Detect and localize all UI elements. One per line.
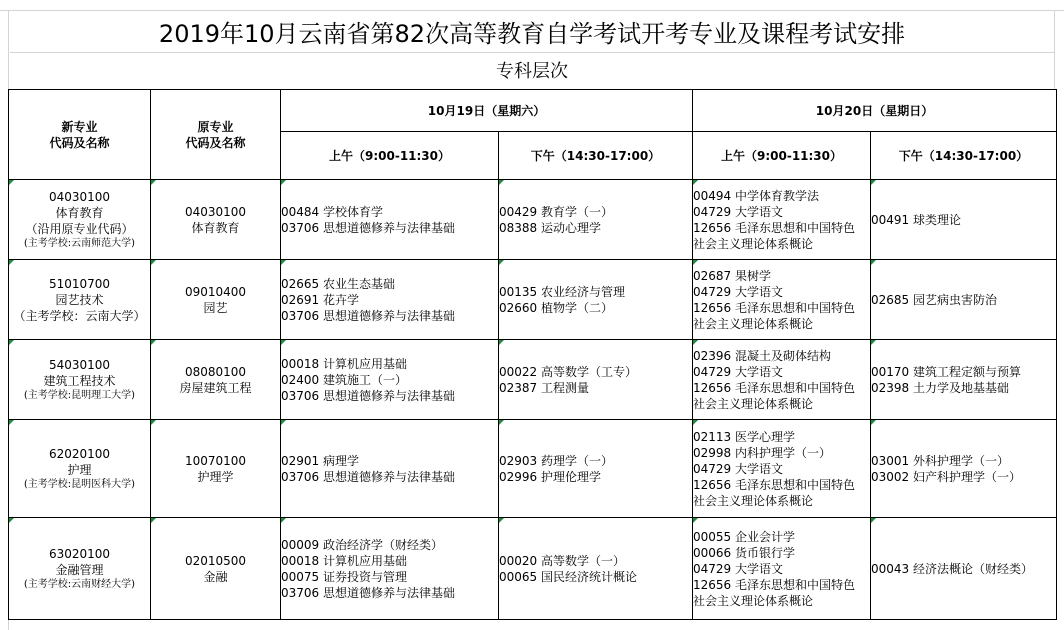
old-major-name: 金融 xyxy=(203,569,228,584)
old-major-code: 02010500 xyxy=(184,553,247,568)
table-row xyxy=(9,420,1057,518)
old-major-code: 08080100 xyxy=(184,364,247,379)
sheet-title[interactable]: 2019年10月云南省第82次高等教育自学考试开考专业及课程考试安排 xyxy=(10,10,1054,53)
course-item: 00066 货币银行学 xyxy=(693,545,795,560)
cell-marker xyxy=(693,260,698,265)
new-major-code: 51010700 xyxy=(48,276,111,291)
course-item-continuation: 社会主义理论体系概论 xyxy=(693,236,814,251)
course-item: 00170 建筑工程定额与预算 xyxy=(871,364,1021,379)
course-item-continuation: 社会主义理论体系概论 xyxy=(693,316,814,331)
exam-cell-day1-am[interactable] xyxy=(281,180,499,260)
new-major-name: 体育教育 xyxy=(55,205,104,220)
cell-marker xyxy=(151,420,156,425)
course-item: 00043 经济法概论（财经类） xyxy=(871,561,1033,576)
examining-school: (主考学校:昆明理工大学) xyxy=(23,389,136,401)
course-item-continuation: 社会主义理论体系概论 xyxy=(693,396,814,411)
cell-marker xyxy=(871,180,876,185)
course-item: 03001 外科护理学（一） xyxy=(871,453,1009,468)
new-major-code: 63020100 xyxy=(48,546,111,561)
course-item: 00065 国民经济统计概论 xyxy=(499,569,637,584)
exam-cell-day2-pm[interactable] xyxy=(871,340,1057,420)
course-item: 04729 大学语文 xyxy=(693,561,783,576)
course-item-continuation: 社会主义理论体系概论 xyxy=(693,493,814,508)
course-item: 03002 妇产科护理学（一） xyxy=(871,469,1021,484)
new-major-note: （沿用原专业代码） xyxy=(25,221,134,236)
course-item: 00009 政治经济学（财经类） xyxy=(281,537,443,552)
cell-marker xyxy=(9,340,14,345)
course-item: 00135 农业经济与管理 xyxy=(499,284,625,299)
new-major-cell[interactable] xyxy=(9,518,151,620)
new-major-name: 金融管理 xyxy=(55,562,104,577)
exam-cell-day2-am[interactable] xyxy=(693,518,871,620)
old-major-cell[interactable] xyxy=(151,420,281,518)
course-item: 04729 大学语文 xyxy=(693,461,783,476)
header-old-major[interactable] xyxy=(151,90,281,180)
old-major-name: 园艺 xyxy=(203,300,228,315)
cell-marker xyxy=(499,260,504,265)
grid-line xyxy=(1054,10,1055,90)
old-major-cell[interactable] xyxy=(151,260,281,340)
exam-cell-day1-am[interactable] xyxy=(281,518,499,620)
course-item: 02660 植物学（二） xyxy=(499,300,613,315)
course-item-continuation: 社会主义理论体系概论 xyxy=(693,593,814,608)
course-item: 12656 毛泽东思想和中国特色 xyxy=(693,577,855,592)
cell-marker xyxy=(499,180,504,185)
course-item: 02387 工程测量 xyxy=(499,380,589,395)
header-day1-pm[interactable]: 下午（14:30-17:00） xyxy=(499,132,693,180)
header-day2[interactable]: 10月20日（星期日） xyxy=(693,90,1057,132)
course-item: 04729 大学语文 xyxy=(693,364,783,379)
header-new-major-line1: 新专业 xyxy=(61,119,98,134)
exam-cell-day2-am[interactable] xyxy=(693,260,871,340)
cell-marker xyxy=(9,260,14,265)
old-major-cell[interactable] xyxy=(151,518,281,620)
course-item: 04729 大学语文 xyxy=(693,204,783,219)
exam-cell-day2-am[interactable] xyxy=(693,420,871,518)
cell-marker xyxy=(499,518,504,523)
exam-cell-day1-pm[interactable] xyxy=(499,340,693,420)
old-major-cell[interactable] xyxy=(151,180,281,260)
exam-cell-day1-pm[interactable] xyxy=(499,420,693,518)
cell-marker xyxy=(9,180,14,185)
course-item: 03706 思想道德修养与法律基础 xyxy=(281,220,455,235)
course-item: 02996 护理伦理学 xyxy=(499,469,601,484)
course-item: 02400 建筑施工（一） xyxy=(281,372,407,387)
exam-cell-day2-pm[interactable] xyxy=(871,180,1057,260)
cell-marker xyxy=(281,518,286,523)
exam-cell-day1-pm[interactable] xyxy=(499,180,693,260)
header-day1-am[interactable]: 上午（9:00-11:30） xyxy=(281,132,499,180)
cell-marker xyxy=(151,260,156,265)
cell-marker xyxy=(151,180,156,185)
course-item: 12656 毛泽东思想和中国特色 xyxy=(693,300,855,315)
course-item: 03706 思想道德修养与法律基础 xyxy=(281,469,455,484)
course-item: 02665 农业生态基础 xyxy=(281,276,395,291)
new-major-cell[interactable] xyxy=(9,340,151,420)
cell-marker xyxy=(871,340,876,345)
course-item: 12656 毛泽东思想和中国特色 xyxy=(693,477,855,492)
exam-cell-day1-am[interactable] xyxy=(281,260,499,340)
course-item: 04729 大学语文 xyxy=(693,284,783,299)
new-major-cell[interactable] xyxy=(9,180,151,260)
new-major-cell[interactable] xyxy=(9,420,151,518)
new-major-code: 54030100 xyxy=(48,357,111,372)
course-item: 03706 思想道德修养与法律基础 xyxy=(281,388,455,403)
course-item: 03706 思想道德修养与法律基础 xyxy=(281,308,455,323)
header-new-major-line2: 代码及名称 xyxy=(49,135,110,150)
course-item: 02901 病理学 xyxy=(281,453,359,468)
old-major-code: 10070100 xyxy=(184,453,247,468)
examining-school: (主考学校:云南师范大学) xyxy=(23,237,136,249)
exam-cell-day2-am[interactable] xyxy=(693,340,871,420)
cell-marker xyxy=(693,518,698,523)
course-item: 02398 土力学及地基基础 xyxy=(871,380,1009,395)
cell-marker xyxy=(281,340,286,345)
cell-marker xyxy=(151,518,156,523)
course-item: 00022 高等数学（工专） xyxy=(499,364,637,379)
course-item: 02687 果树学 xyxy=(693,268,771,283)
cell-marker xyxy=(871,260,876,265)
exam-cell-day1-am[interactable] xyxy=(281,340,499,420)
course-item: 00055 企业会计学 xyxy=(693,529,795,544)
course-item: 02113 医学心理学 xyxy=(693,429,795,444)
old-major-code: 09010400 xyxy=(184,284,247,299)
course-item: 00018 计算机应用基础 xyxy=(281,356,407,371)
header-old-major-line2: 代码及名称 xyxy=(185,135,246,150)
schedule-table xyxy=(8,89,1057,620)
course-item: 02691 花卉学 xyxy=(281,292,359,307)
header-new-major[interactable] xyxy=(9,90,151,180)
header-day1[interactable]: 10月19日（星期六） xyxy=(281,90,693,132)
cell-marker xyxy=(871,518,876,523)
course-item: 00491 球类理论 xyxy=(871,212,961,227)
exam-cell-day1-pm[interactable] xyxy=(499,518,693,620)
cell-marker xyxy=(151,340,156,345)
new-major-code: 04030100 xyxy=(48,189,111,204)
exam-cell-day2-pm[interactable] xyxy=(871,518,1057,620)
course-item: 00075 证券投资与管理 xyxy=(281,569,407,584)
new-major-name: 建筑工程技术 xyxy=(43,373,116,388)
header-old-major-line1: 原专业 xyxy=(197,119,234,134)
old-major-cell[interactable] xyxy=(151,340,281,420)
header-day2-am[interactable]: 上午（9:00-11:30） xyxy=(693,132,871,180)
table-row xyxy=(9,518,1057,620)
new-major-name: 园艺技术 xyxy=(55,292,104,307)
cell-marker xyxy=(693,420,698,425)
old-major-name: 房屋建筑工程 xyxy=(179,380,252,395)
course-item: 02685 园艺病虫害防治 xyxy=(871,292,997,307)
old-major-name: 护理学 xyxy=(197,469,234,484)
course-item: 12656 毛泽东思想和中国特色 xyxy=(693,380,855,395)
cell-marker xyxy=(693,180,698,185)
cell-marker xyxy=(499,340,504,345)
examining-school: （主考学校：云南大学） xyxy=(13,308,146,323)
course-item: 02998 内科护理学（一） xyxy=(693,445,831,460)
course-item: 00018 计算机应用基础 xyxy=(281,553,407,568)
cell-marker xyxy=(9,518,14,523)
exam-cell-day1-am[interactable] xyxy=(281,420,499,518)
old-major-code: 04030100 xyxy=(184,204,247,219)
cell-marker xyxy=(499,420,504,425)
cell-marker xyxy=(9,420,14,425)
course-item: 02903 药理学（一） xyxy=(499,453,613,468)
cell-marker xyxy=(693,340,698,345)
course-item: 02396 混凝土及砌体结构 xyxy=(693,348,831,363)
new-major-code: 62020100 xyxy=(48,446,111,461)
examining-school: (主考学校:昆明医科大学) xyxy=(23,478,136,490)
exam-cell-day2-am[interactable] xyxy=(693,180,871,260)
course-item: 00020 高等数学（一） xyxy=(499,553,625,568)
exam-cell-day2-pm[interactable] xyxy=(871,420,1057,518)
exam-cell-day2-pm[interactable] xyxy=(871,260,1057,340)
new-major-cell[interactable] xyxy=(9,260,151,340)
cell-marker xyxy=(281,180,286,185)
table-row xyxy=(9,180,1057,260)
sheet-subtitle[interactable]: 专科层次 xyxy=(496,61,568,82)
old-major-name: 体育教育 xyxy=(191,220,240,235)
new-major-name: 护理 xyxy=(67,462,92,477)
table-row xyxy=(9,340,1057,420)
cell-marker xyxy=(871,420,876,425)
course-item: 00494 中学体育教学法 xyxy=(693,188,819,203)
course-item: 03706 思想道德修养与法律基础 xyxy=(281,585,455,600)
course-item: 12656 毛泽东思想和中国特色 xyxy=(693,220,855,235)
exam-cell-day1-pm[interactable] xyxy=(499,260,693,340)
examining-school: (主考学校:云南财经大学) xyxy=(23,578,136,590)
cell-marker xyxy=(281,420,286,425)
course-item: 08388 运动心理学 xyxy=(499,220,601,235)
table-row xyxy=(9,260,1057,340)
course-item: 00429 教育学（一） xyxy=(499,204,613,219)
header-day2-pm[interactable]: 下午（14:30-17:00） xyxy=(871,132,1057,180)
course-item: 00484 学校体育学 xyxy=(281,204,383,219)
cell-marker xyxy=(281,260,286,265)
